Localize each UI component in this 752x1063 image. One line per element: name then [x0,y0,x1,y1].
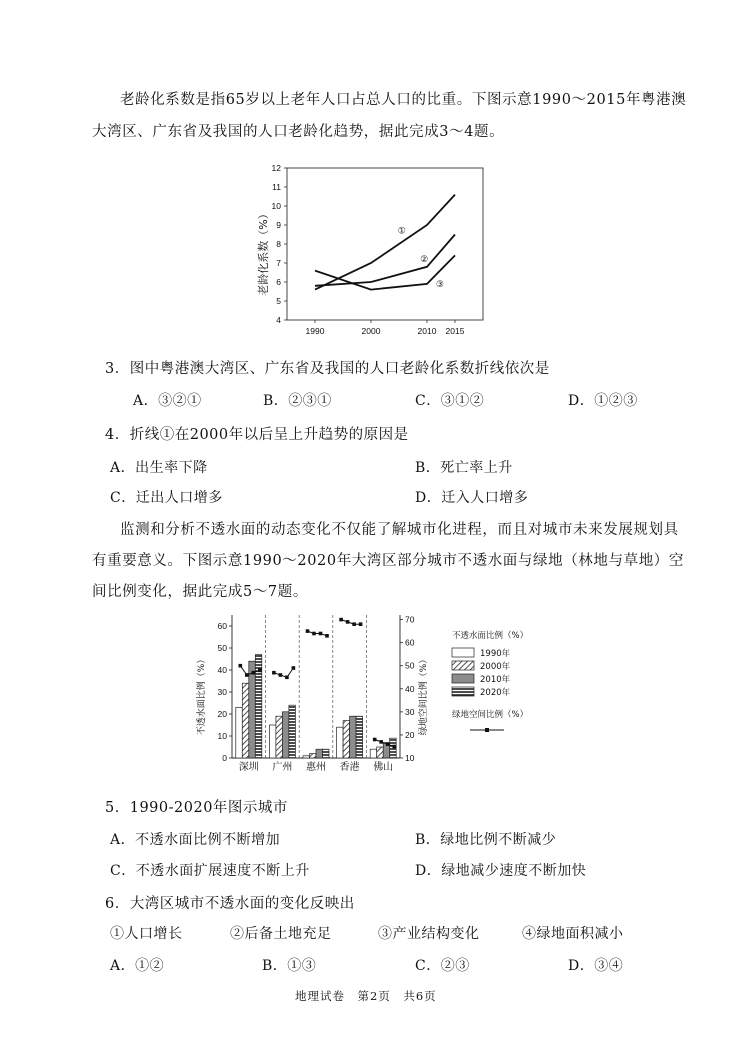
q5-option-c[interactable]: C．不透水面扩展速度不断上升 [110,863,310,879]
chart2-left-tick-label: 30 [217,687,227,697]
chart1-ytick-label: 7 [276,258,281,268]
q6-option-c[interactable]: C．②③ [415,958,470,974]
chart2-right-tick-label: 50 [405,660,415,671]
chart2-legend-line-marker [485,728,489,732]
chart2-left-tick-label: 20 [217,709,227,719]
chart2-bar [350,716,357,758]
q3-option-b[interactable]: B．②③① [263,393,332,409]
chart2-green-point [279,673,283,677]
chart2-bar [242,683,249,758]
chart1-series-line-1 [315,195,455,290]
impervious-green-chart [190,610,570,780]
chart2-green-point [379,740,383,744]
chart2-ylabel-right: 绿地空间比例（%） [419,654,429,736]
chart2-legend-label: 2010年 [480,675,511,685]
page-footer: 地理试卷 第2页 共6页 [295,989,437,1003]
chart1-series-marker-3: ③ [435,278,444,289]
q5-stem: 5．1990-2020年图示城市 [105,800,288,816]
chart2-green-point [319,632,323,636]
chart2-bar [282,712,289,758]
chart2-legend-label: 1990年 [480,649,511,659]
chart2-right-tick-label: 60 [405,637,415,648]
chart2-bar [269,725,276,758]
chart2-green-point [373,738,377,742]
chart2-green-line [341,620,361,625]
chart2-left-tick-label: 10 [217,731,227,741]
q3-option-d[interactable]: D．①②③ [568,393,638,409]
chart2-category-label: 惠州 [306,762,326,773]
chart2-green-point [292,666,296,670]
q6-option-a[interactable]: A．①② [110,958,165,974]
intro2-line2: 有重要意义。下图示意1990～2020年大湾区部分城市不透水面与绿地（林地与草地）空 [92,553,684,569]
q4-stem: 4．折线①在2000年以后呈上升趋势的原因是 [105,427,409,443]
chart2-category-label: 香港 [339,762,360,773]
chart2-bar [303,756,310,758]
chart2-bar [356,716,363,758]
chart2-right-tick-label: 40 [405,683,415,694]
chart1-ytick-label: 8 [276,239,281,249]
chart1-xtick-label: 2000 [361,326,381,336]
chart2-legend-label: 2020年 [480,688,511,698]
chart2-green-point [346,620,350,624]
q4-option-c[interactable]: C．迁出人口增多 [110,490,223,506]
chart2-bar [377,747,384,758]
chart2-right-tick-label: 70 [405,614,415,625]
chart2-bar [370,749,377,758]
chart2-left-tick-label: 40 [217,665,227,675]
chart2-green-point [252,671,256,675]
chart1-xtick-label: 2015 [445,326,465,336]
chart2-green-line [274,668,294,677]
q3-option-a[interactable]: A．③②① [133,393,202,409]
chart2-category-label: 深圳 [238,762,259,773]
chart2-green-line [308,631,328,636]
q6-option-b[interactable]: B．①③ [262,958,317,974]
chart2-bar [289,705,296,758]
chart1-xtick-label: 2010 [417,326,437,336]
chart2-green-point [239,664,243,668]
chart1-xtick-label: 1990 [305,326,325,336]
chart2-category-label: 佛山 [373,762,394,773]
chart2-bar [343,721,350,758]
chart2-green-point [339,618,343,622]
chart1-ytick-label: 6 [276,277,281,287]
chart2-left-tick-label: 0 [222,753,227,763]
q6-item-1: ①人口增长 [110,926,183,942]
chart2-green-point [306,629,310,633]
intro1-line2: 大湾区、广东省及我国的人口老龄化趋势，据此完成3～4题。 [92,124,505,140]
q3-stem: 3．图中粤港澳大湾区、广东省及我国的人口老龄化系数折线依次是 [105,361,550,377]
chart2-bar [316,749,323,758]
chart2-bar [310,754,317,758]
chart2-green-point [258,669,262,673]
chart2-green-point [285,676,289,680]
chart2-category-label: 广州 [272,762,293,773]
chart2-green-point [312,632,316,636]
chart1-ytick-label: 10 [271,201,281,211]
chart2-bar [337,727,344,758]
q6-option-d[interactable]: D．③④ [568,958,624,974]
chart2-bar [249,661,256,758]
chart2-legend-swatch [452,661,474,670]
chart1-ytick-label: 5 [276,296,281,306]
q6-stem: 6．大湾区城市不透水面的变化反映出 [105,896,355,912]
chart1-ytick-label: 12 [271,163,281,173]
chart2-legend-label: 2000年 [480,662,511,672]
q5-option-b[interactable]: B．绿地比例不断减少 [415,832,557,848]
chart2-bar [276,716,283,758]
chart2-green-point [245,673,249,677]
chart2-left-tick-label: 60 [217,621,227,631]
chart2-left-tick-label: 50 [217,643,227,653]
q5-option-d[interactable]: D．绿地减少速度不断加快 [415,863,587,879]
chart1-series-marker-1: ① [397,225,406,236]
chart2-legend-swatch [452,648,474,657]
chart2-green-point [392,745,396,749]
chart2-legend-line-label: 绿地空间比例（%） [452,710,529,720]
intro1-line1: 老龄化系数是指65岁以上老年人口占总人口的比重。下图示意1990～2015年粤港澳 [120,92,687,108]
intro2-line3: 间比例变化，据此完成5～7题。 [92,584,308,600]
chart2-legend-swatch [452,674,474,683]
chart2-right-tick-label: 10 [405,753,415,763]
chart2-bar [323,749,330,758]
chart2-right-tick-label: 20 [405,729,415,740]
q4-option-b[interactable]: B．死亡率上升 [415,460,513,476]
intro2-line1: 监测和分析不透水面的动态变化不仅能了解城市化进程，而且对城市未来发展规划具 [120,522,679,538]
q4-option-d[interactable]: D．迁入人口增多 [415,490,529,506]
chart2-legend-title: 不透水面比例（%） [452,631,529,641]
q6-item-2: ②后备土地充足 [230,926,332,942]
q4-option-a[interactable]: A．出生率下降 [110,460,208,476]
q6-item-4: ④绿地面积减小 [522,926,624,942]
chart2-green-point [272,671,276,675]
chart1-plot-frame [287,168,483,320]
aging-line-chart [245,160,495,340]
chart1-ytick-label: 9 [276,220,281,230]
chart1-ytick-label: 11 [272,182,281,192]
chart1-ytick-label: 4 [276,315,281,325]
chart1-ylabel: 老龄化系数（%） [257,208,270,296]
chart2-ylabel-left: 不透水面比例（%） [197,654,207,736]
chart1-series-marker-2: ② [420,254,429,265]
q3-option-c[interactable]: C．③①② [415,393,485,409]
chart2-green-point [359,622,363,626]
q5-option-a[interactable]: A．不透水面比例不断增加 [110,832,281,848]
chart2-bar [236,707,243,758]
chart2-green-point [325,634,329,638]
chart2-right-tick-label: 30 [405,706,415,717]
chart2-green-point [352,622,356,626]
chart2-green-point [386,742,390,746]
q6-item-3: ③产业结构变化 [378,926,480,942]
chart2-legend-swatch [452,687,474,696]
